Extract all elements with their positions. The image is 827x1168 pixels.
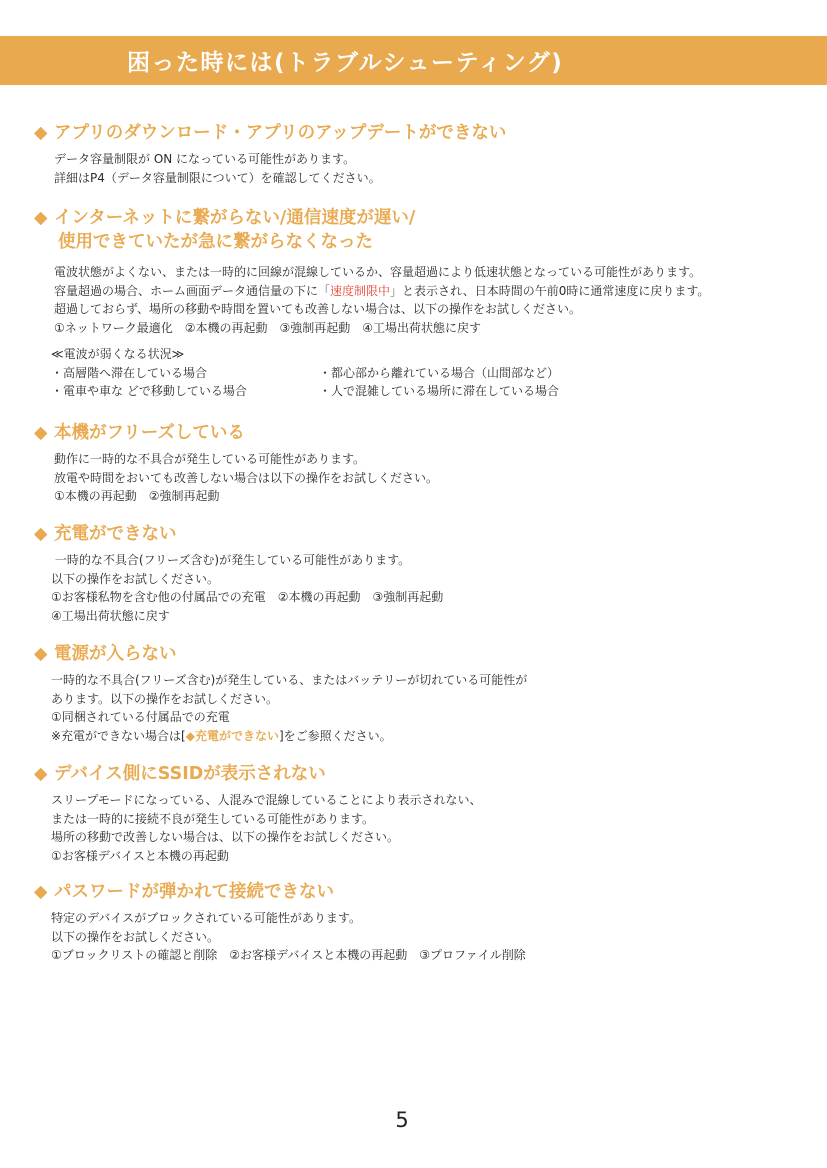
section-title: ◆ インターネットに繋がらない/通信速度が遅い/: [34, 208, 416, 228]
section-body: [34, 150, 814, 187]
weak-signal-list: [34, 345, 814, 401]
section-password: [34, 880, 814, 965]
diamond-icon: ◆: [34, 208, 48, 228]
section-title: ◆ アプリのダウンロード・アプリのアップデートができない: [34, 123, 507, 143]
charging-reference-link: ◆充電ができない: [185, 728, 279, 743]
section-body: [34, 263, 814, 337]
section-title-line2: 使用できていたが急に繋がらなくなった: [58, 232, 373, 252]
body-line: 詳細はP4（データ容量制限について）を確認してください。: [54, 170, 381, 185]
body-line: 一時的な不具合(フリーズ含む)が発生している可能性があります。: [51, 553, 411, 567]
body-line: ④工場出荷状態に戻す: [51, 608, 170, 623]
body-line: 容量超過の場合、ホーム画面データ通信量の下に「速度制限中」と表示され、日本時間の午前0時に通常速度に戻ります。: [54, 283, 710, 298]
body-line: 以下の操作をお試しください。: [51, 571, 220, 586]
section-charging: [34, 522, 814, 625]
section-title: ◆ パスワードが弾かれて接続できない: [34, 882, 334, 902]
body-line: ①ネットワーク最適化 ②本機の再起動 ③強制再起動 ④工場出荷状態に戻す: [54, 320, 482, 335]
section-title: ◆ 充電ができない: [34, 524, 177, 544]
weak-signal-heading: ≪電波が弱くなる状況≫: [51, 347, 185, 361]
body-line: 動作に一時的な不具合が発生している可能性があります。: [54, 452, 366, 466]
body-line: スリープモードになっている、人混みで混線していることにより表示されない、: [51, 793, 482, 807]
section-body: [34, 791, 814, 865]
list-item: ・人で混雑している場所に滞在している場合: [319, 384, 560, 398]
section-body: [34, 450, 814, 506]
diamond-icon: ◆: [34, 644, 48, 664]
diamond-icon: ◆: [34, 423, 48, 443]
diamond-icon: ◆: [34, 123, 48, 143]
speed-limit-label: 速度制限中: [330, 283, 391, 298]
body-line: 超過しておらず、場所の移動や時間を置いても改善しない場合は、以下の操作をお試しください。: [54, 302, 582, 316]
body-line: ①ブロックリストの確認と削除 ②お客様デバイスと本機の再起動 ③プロファイル削除: [51, 948, 526, 962]
body-line: ※充電ができない場合は[◆充電ができない]をご参照ください。: [51, 728, 392, 743]
body-line: ①お客様デバイスと本機の再起動: [51, 848, 229, 863]
section-title: ◆ デバイス側にSSIDが表示されない: [34, 764, 326, 784]
section-title: ◆ 本機がフリーズしている: [34, 423, 245, 443]
body-line: ①同梱されている付属品での充電: [51, 710, 230, 724]
section-body: [34, 551, 814, 625]
page-title: 困った時には(トラブルシューティング): [127, 50, 564, 76]
body-line: データ容量制限が ON になっている可能性があります。: [54, 152, 356, 166]
diamond-icon: ◆: [34, 764, 48, 784]
section-app-download: [34, 121, 814, 187]
section-internet: [34, 206, 814, 401]
list-item: ・高層階へ滞在している場合: [51, 365, 208, 380]
page-number: 5: [395, 1108, 409, 1132]
body-line: 電波状態がよくない、または一時的に回線が混線しているか、容量超過により低速状態となっている可能性があります。: [54, 265, 702, 279]
body-line: ①本機の再起動 ②強制再起動: [54, 489, 220, 503]
section-body: [34, 909, 814, 965]
body-line: 特定のデバイスがブロックされている可能性があります。: [51, 911, 361, 925]
diamond-icon: ◆: [34, 524, 48, 544]
section-title: ◆ 電源が入らない: [34, 644, 177, 664]
body-line: 放電や時間をおいても改善しない場合は以下の操作をお試しください。: [54, 470, 439, 485]
body-line: 場所の移動で改善しない場合は、以下の操作をお試しください。: [51, 830, 400, 844]
section-body: [34, 671, 814, 745]
body-line: 以下の操作をお試しください。: [51, 929, 220, 944]
list-item: ・電車や車な どで移動している場合: [51, 384, 247, 398]
body-line: または一時的に接続不良が発生している可能性があります。: [51, 811, 375, 826]
section-freeze: [34, 421, 814, 506]
section-ssid: [34, 762, 814, 865]
body-line: 一時的な不具合(フリーズ含む)が発生している、またはバッテリーが切れている可能性が: [51, 673, 528, 687]
body-line: ①お客様私物を含む他の付属品での充電 ②本機の再起動 ③強制再起動: [51, 590, 444, 604]
diamond-icon: ◆: [34, 882, 48, 902]
list-item: ・都心部から離れている場合（山間部など）: [319, 365, 560, 380]
body-line: あります。以下の操作をお試しください。: [51, 691, 279, 706]
section-power: [34, 642, 814, 745]
